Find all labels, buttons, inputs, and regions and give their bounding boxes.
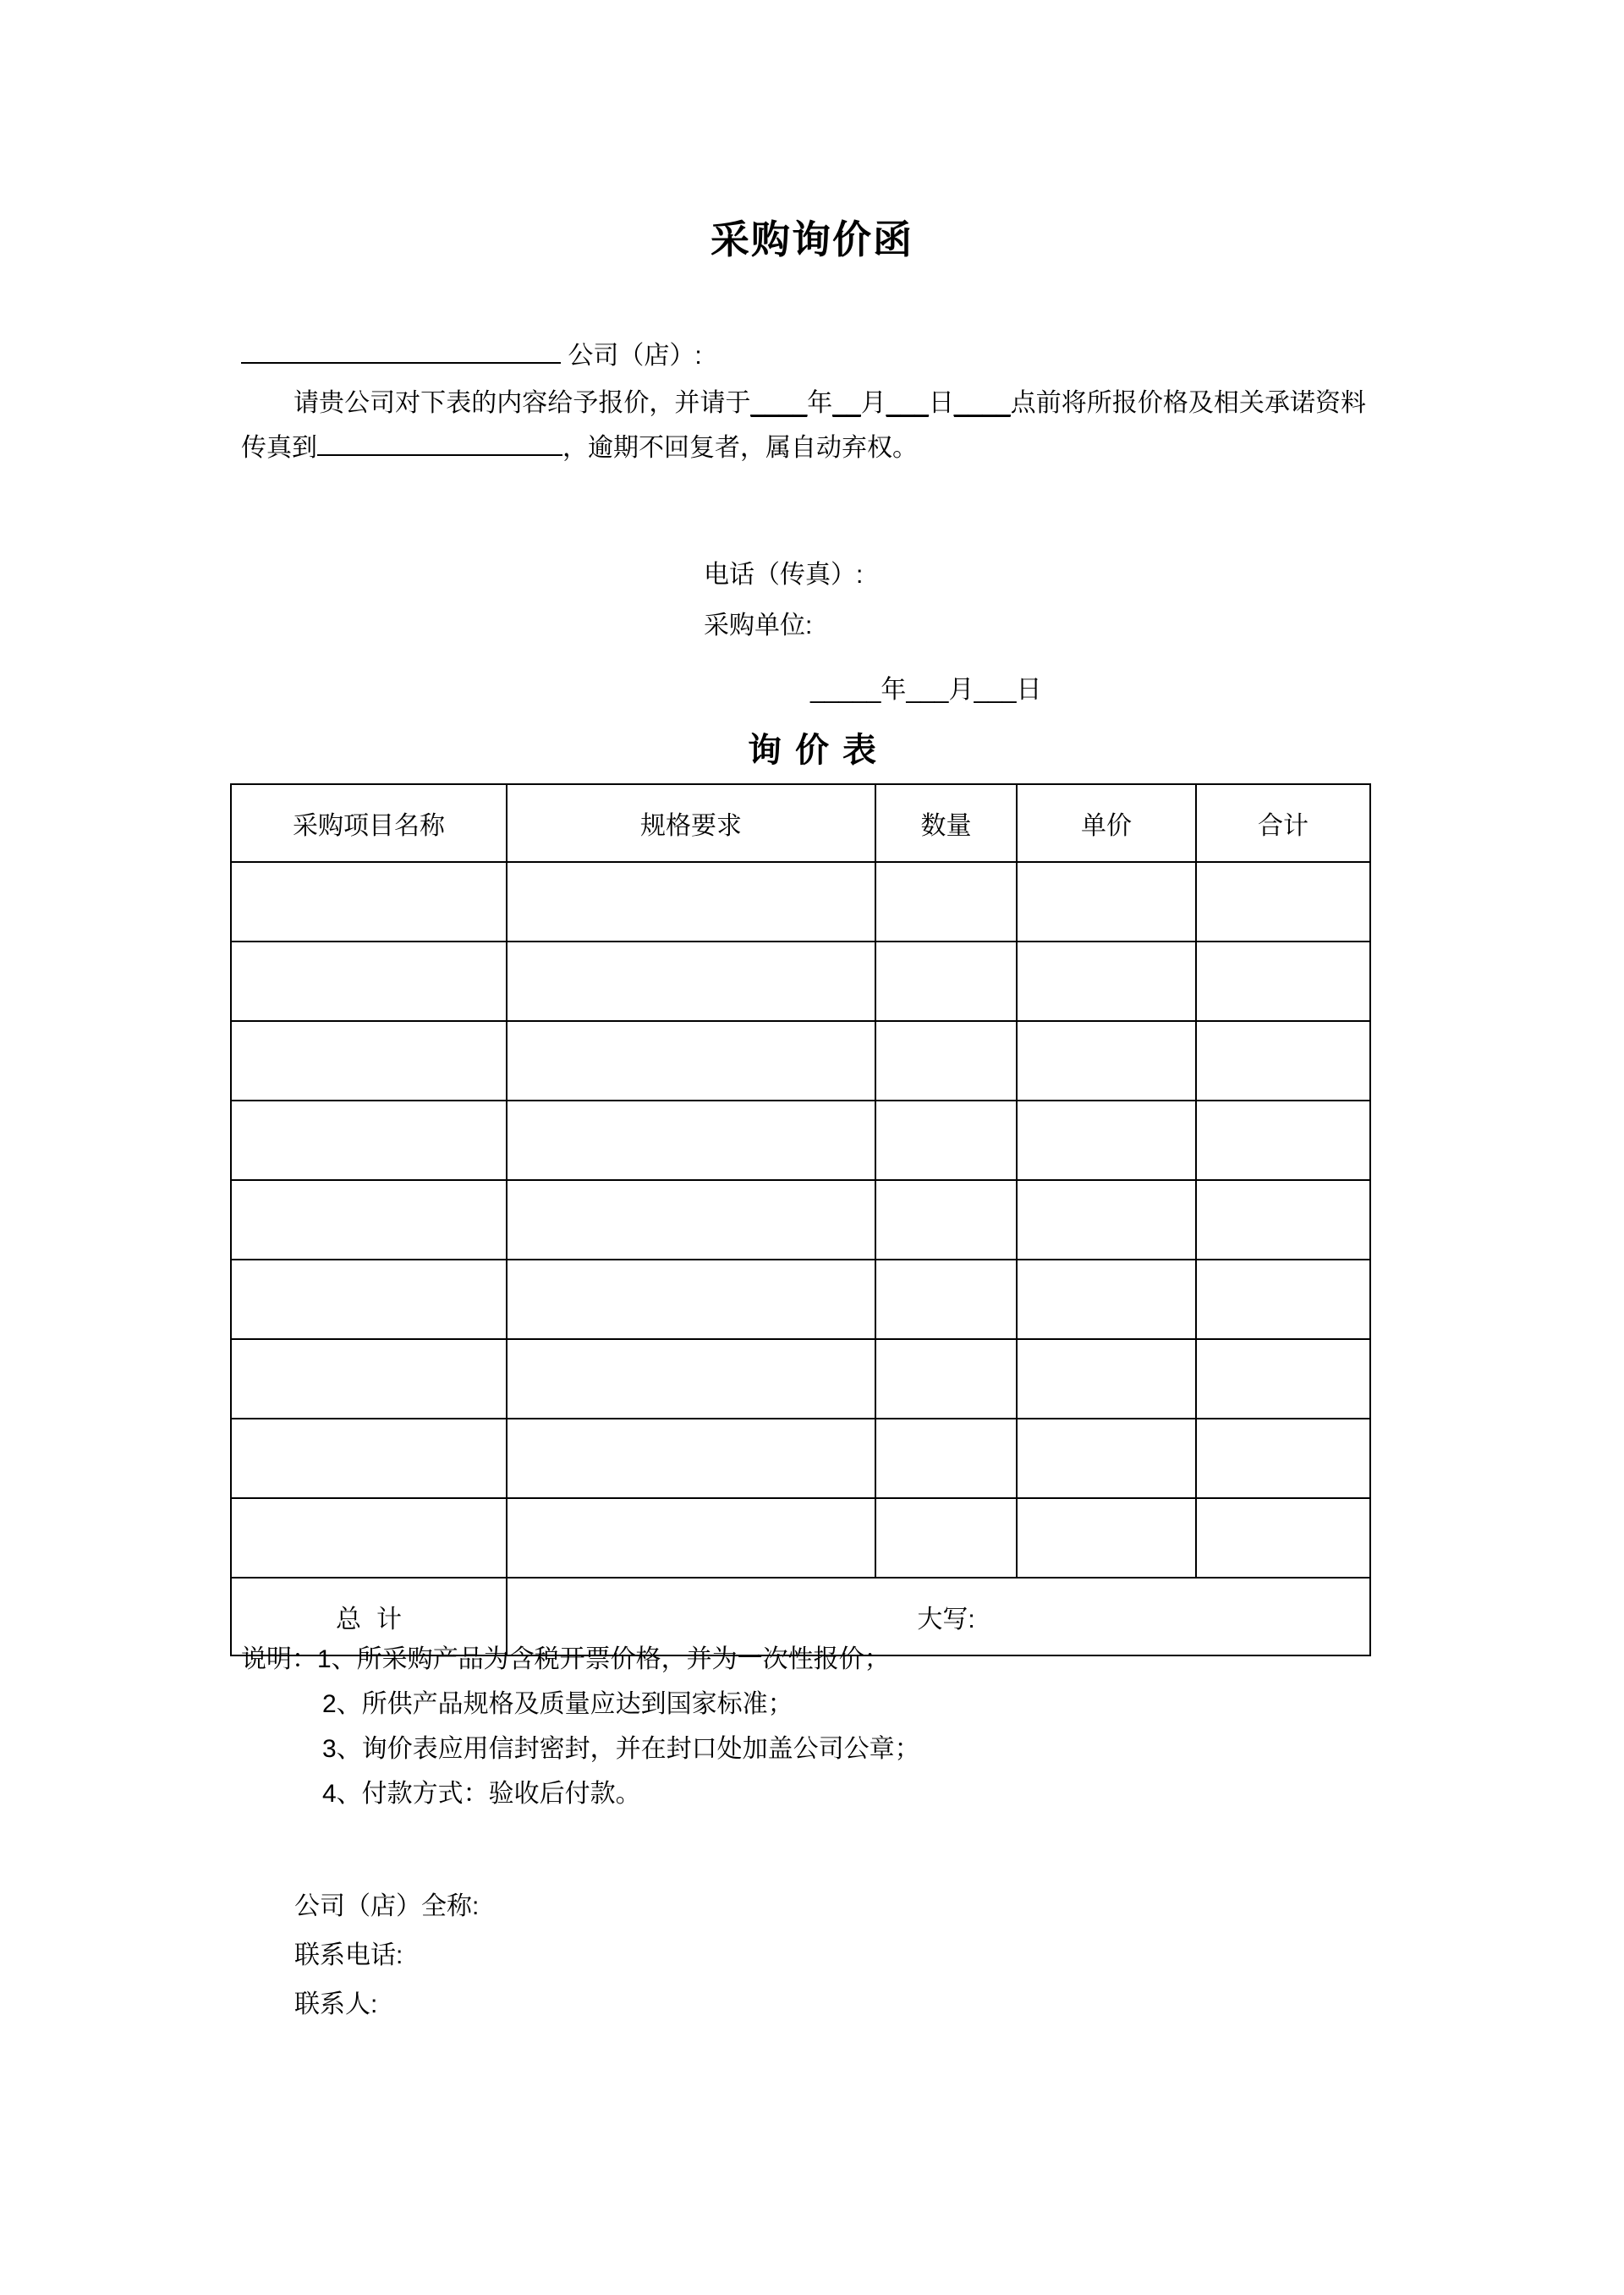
cell-quantity[interactable] [875, 1339, 1017, 1419]
cell-item-name[interactable] [231, 1419, 507, 1498]
note-item-4 [241, 1771, 1366, 1816]
cell-item-name[interactable] [231, 1498, 507, 1578]
table-row [231, 942, 1370, 1021]
day-blank[interactable]: ___ [886, 389, 929, 417]
cell-spec[interactable] [507, 1021, 875, 1101]
note-text-2: 2、所供产品规格及质量应达到国家标准； [322, 1690, 793, 1718]
quote-table-body [231, 862, 1370, 1578]
table-row [231, 862, 1370, 942]
table-row [231, 1101, 1370, 1180]
cell-spec[interactable] [507, 862, 875, 942]
note-text-4: 4、付款方式：验收后付款。 [322, 1780, 641, 1808]
quote-table-head [231, 784, 1370, 862]
cell-amount[interactable] [1196, 1021, 1370, 1101]
cell-quantity[interactable] [875, 862, 1017, 942]
cell-unit-price[interactable] [1017, 1419, 1196, 1498]
cell-spec[interactable] [507, 1101, 875, 1180]
table-row [231, 1260, 1370, 1339]
cell-spec[interactable] [507, 942, 875, 1021]
cell-quantity[interactable] [875, 1021, 1017, 1101]
cell-amount[interactable] [1196, 1260, 1370, 1339]
cell-unit-price[interactable] [1017, 1498, 1196, 1578]
note-item-3 [241, 1727, 1366, 1771]
month-blank[interactable]: __ [832, 389, 861, 417]
supplier-phone-label: 联系电话: [294, 1941, 403, 1969]
cell-unit-price[interactable] [1017, 1260, 1196, 1339]
body-line1-post: 点前将 [1010, 389, 1087, 417]
year-unit: 年 [807, 389, 833, 417]
cell-item-name[interactable] [231, 942, 507, 1021]
cell-amount[interactable] [1196, 1419, 1370, 1498]
body-paragraph [241, 381, 1366, 470]
cell-amount[interactable] [1196, 862, 1370, 942]
supplier-company-label: 公司（店）全称: [294, 1892, 480, 1920]
cell-unit-price[interactable] [1017, 1180, 1196, 1260]
cell-amount[interactable] [1196, 1498, 1370, 1578]
month-unit: 月 [860, 389, 886, 417]
cell-amount[interactable] [1196, 1101, 1370, 1180]
cell-spec[interactable] [507, 1260, 875, 1339]
cell-item-name[interactable] [231, 1339, 507, 1419]
note-item-2 [241, 1682, 1366, 1727]
header-amount: 合计 [1196, 784, 1370, 862]
day-unit: 日 [928, 389, 954, 417]
table-header-row [231, 784, 1370, 862]
cell-item-name[interactable] [231, 1180, 507, 1260]
cell-item-name[interactable] [231, 1260, 507, 1339]
notes-prefix: 说明： [241, 1645, 317, 1673]
body-line2-pre: 所报价格及相关承诺资料传真到 [241, 389, 1367, 462]
supplier-contact-label: 联系人: [294, 1990, 378, 2018]
page-title: 采购询价函 [710, 217, 914, 261]
header-spec: 规格要求 [507, 784, 875, 862]
body-line3: 弃权。 [842, 434, 918, 462]
total-in-words-cell[interactable]: 大写: [507, 1578, 1370, 1655]
cell-quantity[interactable] [875, 1498, 1017, 1578]
cell-item-name[interactable] [231, 862, 507, 942]
total-label: 总计 [231, 1578, 507, 1655]
cell-unit-price[interactable] [1017, 942, 1196, 1021]
purchaser-phone-label: 电话（传真）: [704, 561, 864, 589]
salutation-label: 公司（店）: [568, 342, 702, 370]
quote-table-title: 询价表 [748, 732, 890, 769]
cell-spec[interactable] [507, 1339, 875, 1419]
cell-quantity[interactable] [875, 1101, 1017, 1180]
fax-number-blank[interactable] [317, 429, 562, 456]
header-item-name: 采购项目名称 [231, 784, 507, 862]
notes-section [241, 1637, 1366, 1816]
table-row [231, 1498, 1370, 1578]
cell-amount[interactable] [1196, 942, 1370, 1021]
supplier-fields [294, 1882, 479, 2029]
cell-unit-price[interactable] [1017, 1339, 1196, 1419]
year-blank[interactable]: ____ [750, 389, 808, 417]
hour-blank[interactable]: ____ [953, 389, 1011, 417]
table-row [231, 1339, 1370, 1419]
cell-spec[interactable] [507, 1180, 875, 1260]
cell-spec[interactable] [507, 1419, 875, 1498]
cell-quantity[interactable] [875, 942, 1017, 1021]
table-row [231, 1419, 1370, 1498]
cell-unit-price[interactable] [1017, 862, 1196, 942]
purchaser-unit-label: 采购单位: [704, 612, 813, 640]
issue-date-line[interactable]: _____年___月___日 [810, 676, 1042, 704]
body-line2-post: ，逾期不回复者，属自动 [562, 434, 842, 462]
cell-amount[interactable] [1196, 1339, 1370, 1419]
body-line1-pre: 请贵公司对下表的内容给予报价，并请于 [294, 389, 751, 417]
cell-amount[interactable] [1196, 1180, 1370, 1260]
header-quantity: 数量 [875, 784, 1017, 862]
cell-spec[interactable] [507, 1498, 875, 1578]
note-item-1 [241, 1637, 1366, 1682]
company-name-blank[interactable] [241, 337, 561, 364]
quote-table [230, 783, 1371, 1656]
note-text-1: 1、所采购产品为含税开票价格，并为一次性报价； [317, 1645, 890, 1673]
table-row [231, 1180, 1370, 1260]
cell-item-name[interactable] [231, 1021, 507, 1101]
note-text-3: 3、询价表应用信封密封，并在封口处加盖公司公章； [322, 1735, 920, 1763]
cell-unit-price[interactable] [1017, 1101, 1196, 1180]
header-unit-price: 单价 [1017, 784, 1196, 862]
cell-quantity[interactable] [875, 1180, 1017, 1260]
cell-quantity[interactable] [875, 1260, 1017, 1339]
salutation-line [241, 337, 702, 372]
table-row [231, 1021, 1370, 1101]
cell-item-name[interactable] [231, 1101, 507, 1180]
cell-unit-price[interactable] [1017, 1021, 1196, 1101]
cell-quantity[interactable] [875, 1419, 1017, 1498]
